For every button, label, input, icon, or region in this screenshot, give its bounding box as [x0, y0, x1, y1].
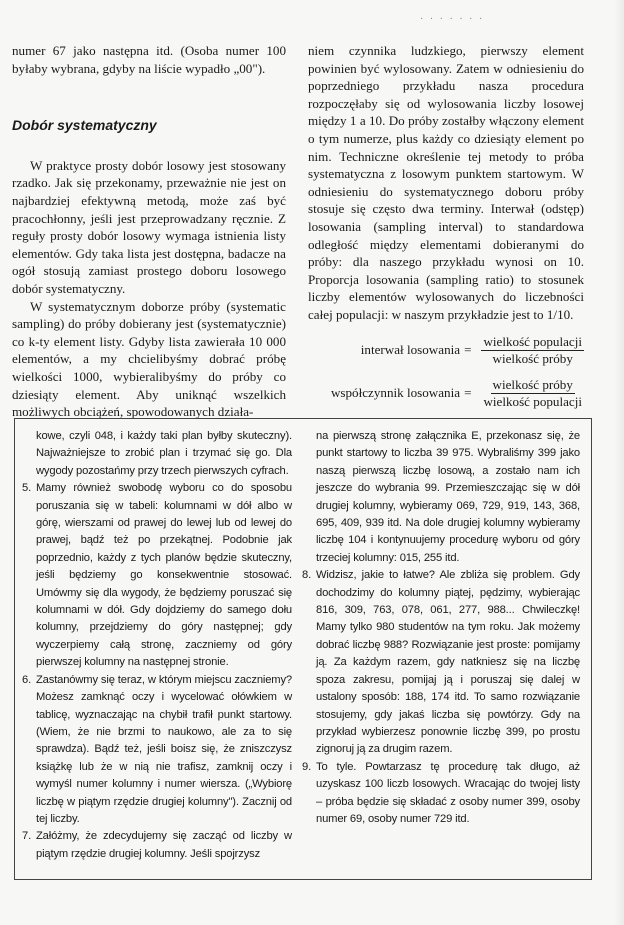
item-text: To tyle. Powtarzasz tę procedurę tak długo, aż uzyskasz 100 liczb losowych. Wracając do twojej listy – próba będzie się składać z osoby numer 399, osoby numer 69, osoby numer 729 itd. [316, 760, 580, 825]
fraction-numerator: wielkość populacji [483, 333, 582, 349]
fraction [481, 377, 584, 410]
list-item-5 [22, 480, 292, 671]
item-number: 5. [22, 482, 32, 495]
list-item-6 [22, 672, 292, 829]
fraction [481, 334, 584, 367]
equals-sign: = [464, 385, 472, 401]
list-item-8 [302, 567, 580, 758]
left-paragraph-1: W praktyce prosty dobór losowy jest stosowany rzadko. Jak się przekonamy, przeważnie nie jest on najbardziej efektywną metodą, może zaś być pracochłonny, jeśli jest przeprowadzany ręcznie. Z reguły prosty dobór losowy wymaga istnienia listy elementów. Gdy taka lista jest dostępna, badacze na ogół stosują zamiast prostego doboru losowego dobór systematyczny. [12, 157, 286, 296]
item-number: 7. [22, 830, 32, 843]
formula-label: współczynnik losowania [330, 385, 461, 401]
list-item-9 [302, 759, 580, 829]
item-number: 8. [302, 569, 312, 582]
formula-label: interwał losowania [360, 342, 461, 358]
item-text: Załóżmy, że zdecydujemy się zacząć od liczby w piątym rzędzie drugiej kolumny. Jeśli spojrzysz [36, 830, 292, 860]
left-paragraph-2: W systematycznym doborze próby (systematic sampling) do próby dobierany jest (systematycznie) co k-ty element listy. Gdyby lista zawierała 10 000 elementów, a my chcielibyśmy dobrać próbę wielkości 1000, wybieralibyśmy do próby co dziesiąty element. Aby uniknąć wszelkich możliwych obciążeń, spowodowanych działa- [12, 298, 286, 420]
fraction-denominator: wielkość populacji [483, 393, 582, 409]
formula-sampling-interval [308, 334, 584, 367]
item-text: Widzisz, jakie to łatwe? Ale zbliża się problem. Gdy dochodzimy do kolumny piątej, pędzimy, wybierając 816, 309, 763, 078, 061, 277, 988... Chwileczkę! Mamy tylko 980 studentów na tym roku. Jak możemy dobrać liczbę 988? Rozwiązanie jest proste: pomijamy ją. Za każdym razem, gdy natkniesz się na liczbę spoza zakresu, pomijaj ją i poruszaj się dalej w ustalony sposób: 188, 174 itd. To samo rozwiązanie stosujemy, gdy jakaś liczba się powtórzy. Gdy na przykład wybierzesz ponownie liczbę 399, po prostu zignoruj ją za drugim razem. [316, 569, 580, 756]
formula-sampling-ratio [308, 377, 584, 410]
box-left-column [22, 428, 292, 863]
left-intro-paragraph: numer 67 jako następna itd. (Osoba numer 100 byłaby wybrana, gdyby na liście wypadło „00"). [12, 43, 286, 76]
item-text: Zastanówmy się teraz, w którym miejscu zaczniemy? Możesz zamknąć oczy i wycelować ołówkiem w tablicę, wyznaczając na chybił trafił punkt startowy. (Wiem, że nie brzmi to naukowo, ale za to się sprawdza). Bądź też, jeśli boisz się, że zniszczysz książkę lub że w nią nie trafisz, zamknij oczy i wymyśl numer kolumny i numer wiersza. („Wybiorę liczbę w piątym rzędzie drugiej kolumny"). Zacznij od tej liczby. [36, 673, 292, 825]
right-column [308, 42, 584, 410]
box-right-continuation: na pierwszą stronę załącznika E, przekonasz się, że punkt startowy to liczba 39 975. Wybraliśmy 399 jako naszą pierwszą liczbę losową, a zostało nam ich jeszcze do wybrania 99. Przemieszczając się w dół drugiej kolumny, wybieramy 069, 729, 919, 143, 368, 695, 409, 939 itd. Na dole drugiej kolumny wybieramy liczbę 104 i kontynuujemy procedurę wyboru od góry trzeciej kolumny: 015, 255 itd. [316, 430, 580, 564]
page-edge-shadow [614, 0, 624, 925]
fraction-numerator: wielkość próby [492, 376, 573, 392]
list-item-7 [22, 828, 292, 863]
section-heading: Dobór systematyczny [12, 117, 157, 134]
item-text: Mamy również swobodę wyboru co do sposobu poruszania się w tabeli: kolumnami w dół albo w górę, wierszami od prawej do lewej lub od lewej do prawej, bądź też po przekątnej. Podobnie jak poprzednio, każdy z tych planów będzie skuteczny, jeśli będziemy go konsekwentnie stosować. Umówmy się dla wygody, że będziemy poruszać się kolumnami w dół. Gdy dojdziemy do samego dołu kolumny, przejdziemy do góry następnej; gdy wyczerpiemy całą stronę, zaczniemy od góry pierwszej kolumny na następnej stronie. [36, 482, 292, 669]
item-number: 9. [302, 760, 312, 773]
running-header-marks: · · · · · · · [420, 14, 485, 25]
box-left-continuation: kowe, czyli 048, i każdy taki plan byłby skuteczny). Najważniejsze to zrobić plan i trzymać się go. Dla wygody pozostańmy przy trzech pierwszych cyfrach. [36, 430, 292, 477]
fraction-denominator: wielkość próby [492, 350, 573, 366]
left-column [12, 42, 286, 421]
box-right-column [302, 428, 580, 828]
equals-sign: = [464, 342, 472, 358]
right-paragraph: niem czynnika ludzkiego, pierwszy element powinien być wylosowany. Zatem w odniesieniu do poprzedniego przykładu nasza procedura rozpoczęłaby się od wylosowania liczby losowej między 1 a 10. Do próby zostałby włączony element o tym numerze, plus każdy co dziesiąty element po nim. Techniczne określenie tej metody to próba systematyczna z losowym punktem startowym. W odniesieniu do systematycznego doboru próby stosuje się często dwa terminy. Interwał (odstęp) losowania (sampling interval) to standardowa odległość między elementami dobieranymi do próby: dla naszego przykładu wynosi on 10. Proporcja losowania (sampling ratio) to stosunek liczby elementów wylosowanych do liczebności całej populacji: w naszym przykładzie jest to 1/10. [308, 43, 584, 322]
item-number: 6. [22, 673, 32, 686]
